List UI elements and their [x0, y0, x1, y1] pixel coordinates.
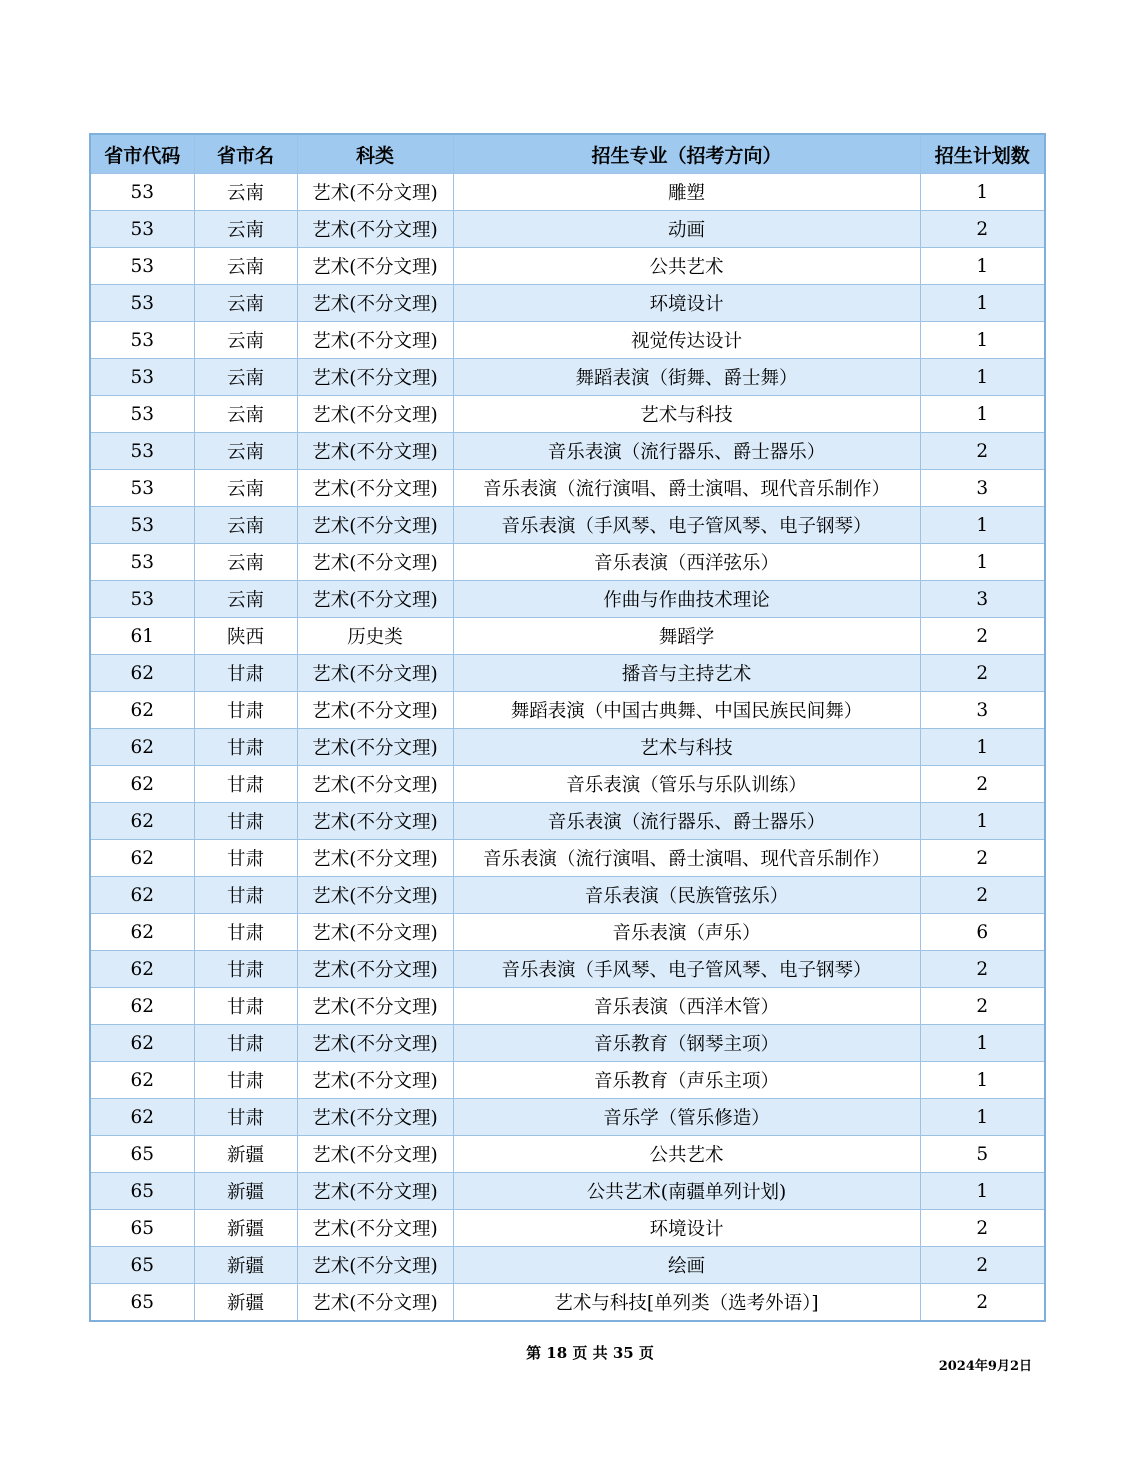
cell-province-code: 53 [90, 248, 194, 285]
table-row [90, 544, 1045, 581]
table-row [90, 322, 1045, 359]
cell-province-code: 53 [90, 359, 194, 396]
cell-province-name: 云南 [194, 211, 297, 248]
cell-subject-category: 艺术(不分文理) [297, 433, 453, 470]
cell-province-code: 61 [90, 618, 194, 655]
cell-subject-category: 艺术(不分文理) [297, 840, 453, 877]
cell-province-name: 云南 [194, 359, 297, 396]
table-row [90, 692, 1045, 729]
table-row [90, 840, 1045, 877]
cell-province-code: 62 [90, 766, 194, 803]
cell-major: 环境设计 [453, 1210, 920, 1247]
cell-province-code: 62 [90, 840, 194, 877]
cell-plan-count: 2 [920, 433, 1045, 470]
table-row [90, 581, 1045, 618]
cell-subject-category: 艺术(不分文理) [297, 803, 453, 840]
cell-province-name: 云南 [194, 581, 297, 618]
cell-province-code: 53 [90, 174, 194, 211]
cell-province-name: 云南 [194, 285, 297, 322]
table-row [90, 951, 1045, 988]
cell-province-name: 甘肃 [194, 840, 297, 877]
cell-province-code: 62 [90, 1099, 194, 1136]
table-row [90, 248, 1045, 285]
cell-province-name: 甘肃 [194, 1099, 297, 1136]
cell-major: 音乐表演（西洋弦乐） [453, 544, 920, 581]
cell-major: 音乐表演（手风琴、电子管风琴、电子钢琴） [453, 951, 920, 988]
cell-plan-count: 3 [920, 692, 1045, 729]
table-body [90, 174, 1045, 1322]
cell-subject-category: 艺术(不分文理) [297, 211, 453, 248]
table-row [90, 285, 1045, 322]
cell-province-name: 甘肃 [194, 988, 297, 1025]
cell-province-name: 云南 [194, 507, 297, 544]
cell-plan-count: 3 [920, 470, 1045, 507]
cell-plan-count: 2 [920, 655, 1045, 692]
cell-province-code: 62 [90, 655, 194, 692]
table-row [90, 655, 1045, 692]
cell-province-code: 53 [90, 507, 194, 544]
cell-province-name: 云南 [194, 248, 297, 285]
cell-subject-category: 艺术(不分文理) [297, 766, 453, 803]
cell-plan-count: 2 [920, 211, 1045, 248]
cell-province-name: 甘肃 [194, 951, 297, 988]
cell-subject-category: 艺术(不分文理) [297, 1173, 453, 1210]
cell-province-code: 65 [90, 1247, 194, 1284]
cell-subject-category: 艺术(不分文理) [297, 1136, 453, 1173]
header-province-code: 省市代码 [90, 134, 194, 174]
cell-plan-count: 1 [920, 803, 1045, 840]
cell-province-code: 53 [90, 396, 194, 433]
cell-major: 作曲与作曲技术理论 [453, 581, 920, 618]
cell-major: 音乐学（管乐修造） [453, 1099, 920, 1136]
cell-major: 视觉传达设计 [453, 322, 920, 359]
cell-major: 音乐表演（流行器乐、爵士器乐） [453, 433, 920, 470]
table-row [90, 470, 1045, 507]
cell-plan-count: 1 [920, 1025, 1045, 1062]
table-row [90, 359, 1045, 396]
cell-subject-category: 艺术(不分文理) [297, 655, 453, 692]
cell-plan-count: 2 [920, 951, 1045, 988]
cell-plan-count: 1 [920, 1173, 1045, 1210]
table-row [90, 766, 1045, 803]
cell-province-name: 陕西 [194, 618, 297, 655]
cell-plan-count: 1 [920, 507, 1045, 544]
cell-subject-category: 历史类 [297, 618, 453, 655]
cell-province-name: 云南 [194, 396, 297, 433]
cell-province-code: 53 [90, 581, 194, 618]
cell-province-name: 云南 [194, 322, 297, 359]
cell-province-name: 云南 [194, 433, 297, 470]
header-province-name: 省市名 [194, 134, 297, 174]
cell-major: 环境设计 [453, 285, 920, 322]
cell-subject-category: 艺术(不分文理) [297, 729, 453, 766]
cell-province-name: 甘肃 [194, 766, 297, 803]
table-header [90, 134, 1045, 174]
table-row [90, 1099, 1045, 1136]
cell-province-name: 甘肃 [194, 1062, 297, 1099]
cell-province-name: 新疆 [194, 1136, 297, 1173]
cell-province-name: 新疆 [194, 1247, 297, 1284]
cell-plan-count: 2 [920, 1210, 1045, 1247]
cell-subject-category: 艺术(不分文理) [297, 914, 453, 951]
cell-subject-category: 艺术(不分文理) [297, 322, 453, 359]
cell-province-name: 云南 [194, 544, 297, 581]
cell-subject-category: 艺术(不分文理) [297, 951, 453, 988]
table-row [90, 914, 1045, 951]
cell-subject-category: 艺术(不分文理) [297, 248, 453, 285]
cell-subject-category: 艺术(不分文理) [297, 470, 453, 507]
cell-plan-count: 1 [920, 1062, 1045, 1099]
cell-province-code: 65 [90, 1136, 194, 1173]
cell-subject-category: 艺术(不分文理) [297, 1099, 453, 1136]
cell-major: 公共艺术(南疆单列计划) [453, 1173, 920, 1210]
header-row [90, 134, 1045, 174]
cell-province-code: 62 [90, 877, 194, 914]
cell-major: 音乐表演（流行器乐、爵士器乐） [453, 803, 920, 840]
cell-major: 艺术与科技[单列类（选考外语）] [453, 1284, 920, 1322]
cell-major: 艺术与科技 [453, 729, 920, 766]
cell-province-code: 62 [90, 914, 194, 951]
cell-province-name: 新疆 [194, 1284, 297, 1322]
cell-major: 音乐表演（西洋木管） [453, 988, 920, 1025]
cell-province-name: 甘肃 [194, 803, 297, 840]
cell-subject-category: 艺术(不分文理) [297, 285, 453, 322]
cell-plan-count: 1 [920, 729, 1045, 766]
cell-province-code: 53 [90, 433, 194, 470]
table-row [90, 1136, 1045, 1173]
cell-province-code: 62 [90, 988, 194, 1025]
cell-subject-category: 艺术(不分文理) [297, 877, 453, 914]
table-row [90, 988, 1045, 1025]
cell-subject-category: 艺术(不分文理) [297, 988, 453, 1025]
cell-major: 绘画 [453, 1247, 920, 1284]
cell-subject-category: 艺术(不分文理) [297, 174, 453, 211]
cell-province-code: 62 [90, 1062, 194, 1099]
cell-major: 舞蹈表演（中国古典舞、中国民族民间舞） [453, 692, 920, 729]
table-row [90, 1062, 1045, 1099]
cell-plan-count: 1 [920, 248, 1045, 285]
cell-subject-category: 艺术(不分文理) [297, 1062, 453, 1099]
table-row [90, 211, 1045, 248]
cell-plan-count: 2 [920, 988, 1045, 1025]
cell-plan-count: 2 [920, 1284, 1045, 1322]
cell-subject-category: 艺术(不分文理) [297, 1210, 453, 1247]
cell-province-code: 53 [90, 285, 194, 322]
print-date: 2024年9月2日 [938, 1359, 1032, 1374]
table-row [90, 507, 1045, 544]
cell-plan-count: 3 [920, 581, 1045, 618]
cell-major: 艺术与科技 [453, 396, 920, 433]
cell-major: 音乐表演（流行演唱、爵士演唱、现代音乐制作） [453, 470, 920, 507]
cell-province-code: 62 [90, 729, 194, 766]
cell-major: 雕塑 [453, 174, 920, 211]
cell-plan-count: 1 [920, 285, 1045, 322]
cell-subject-category: 艺术(不分文理) [297, 544, 453, 581]
cell-subject-category: 艺术(不分文理) [297, 1025, 453, 1062]
cell-major: 音乐表演（流行演唱、爵士演唱、现代音乐制作） [453, 840, 920, 877]
cell-province-name: 甘肃 [194, 655, 297, 692]
cell-major: 播音与主持艺术 [453, 655, 920, 692]
cell-subject-category: 艺术(不分文理) [297, 396, 453, 433]
cell-subject-category: 艺术(不分文理) [297, 507, 453, 544]
table-row [90, 1284, 1045, 1322]
cell-plan-count: 1 [920, 174, 1045, 211]
cell-province-name: 新疆 [194, 1210, 297, 1247]
cell-subject-category: 艺术(不分文理) [297, 359, 453, 396]
cell-plan-count: 1 [920, 322, 1045, 359]
cell-province-code: 53 [90, 211, 194, 248]
cell-province-name: 甘肃 [194, 914, 297, 951]
cell-major: 音乐教育（声乐主项） [453, 1062, 920, 1099]
cell-province-code: 62 [90, 951, 194, 988]
cell-province-code: 65 [90, 1173, 194, 1210]
cell-plan-count: 1 [920, 544, 1045, 581]
table-row [90, 1247, 1045, 1284]
cell-province-code: 62 [90, 1025, 194, 1062]
cell-plan-count: 1 [920, 1099, 1045, 1136]
page-number: 第 18 页 共 35 页 [526, 1344, 654, 1362]
cell-major: 舞蹈表演（街舞、爵士舞） [453, 359, 920, 396]
cell-province-code: 65 [90, 1210, 194, 1247]
cell-plan-count: 2 [920, 766, 1045, 803]
cell-province-code: 62 [90, 803, 194, 840]
cell-plan-count: 2 [920, 840, 1045, 877]
cell-province-code: 53 [90, 470, 194, 507]
enrollment-plan-table [89, 133, 1046, 1322]
cell-major: 音乐表演（管乐与乐队训练） [453, 766, 920, 803]
cell-province-name: 甘肃 [194, 877, 297, 914]
cell-subject-category: 艺术(不分文理) [297, 1247, 453, 1284]
table-row [90, 1173, 1045, 1210]
cell-major: 音乐表演（民族管弦乐） [453, 877, 920, 914]
cell-major: 公共艺术 [453, 1136, 920, 1173]
table-row [90, 729, 1045, 766]
cell-province-name: 新疆 [194, 1173, 297, 1210]
cell-province-name: 云南 [194, 470, 297, 507]
table-row [90, 1025, 1045, 1062]
cell-major: 公共艺术 [453, 248, 920, 285]
cell-major: 舞蹈学 [453, 618, 920, 655]
cell-subject-category: 艺术(不分文理) [297, 692, 453, 729]
table-row [90, 1210, 1045, 1247]
cell-subject-category: 艺术(不分文理) [297, 1284, 453, 1322]
header-subject-category: 科类 [297, 134, 453, 174]
cell-subject-category: 艺术(不分文理) [297, 581, 453, 618]
cell-plan-count: 2 [920, 877, 1045, 914]
cell-major: 音乐表演（声乐） [453, 914, 920, 951]
table-row [90, 877, 1045, 914]
table-row [90, 803, 1045, 840]
cell-province-name: 甘肃 [194, 1025, 297, 1062]
table-row [90, 433, 1045, 470]
cell-province-name: 甘肃 [194, 692, 297, 729]
cell-plan-count: 1 [920, 396, 1045, 433]
cell-major: 音乐表演（手风琴、电子管风琴、电子钢琴） [453, 507, 920, 544]
cell-province-code: 53 [90, 322, 194, 359]
table-row [90, 396, 1045, 433]
cell-province-code: 65 [90, 1284, 194, 1322]
cell-plan-count: 5 [920, 1136, 1045, 1173]
cell-major: 动画 [453, 211, 920, 248]
header-major: 招生专业（招考方向） [453, 134, 920, 174]
enrollment-plan-table-container [89, 133, 1044, 1322]
cell-plan-count: 6 [920, 914, 1045, 951]
cell-major: 音乐教育（钢琴主项） [453, 1025, 920, 1062]
cell-plan-count: 2 [920, 1247, 1045, 1284]
cell-province-name: 甘肃 [194, 729, 297, 766]
cell-province-name: 云南 [194, 174, 297, 211]
cell-plan-count: 1 [920, 359, 1045, 396]
table-row [90, 618, 1045, 655]
cell-province-code: 62 [90, 692, 194, 729]
header-plan-count: 招生计划数 [920, 134, 1045, 174]
cell-province-code: 53 [90, 544, 194, 581]
table-row [90, 174, 1045, 211]
cell-plan-count: 2 [920, 618, 1045, 655]
